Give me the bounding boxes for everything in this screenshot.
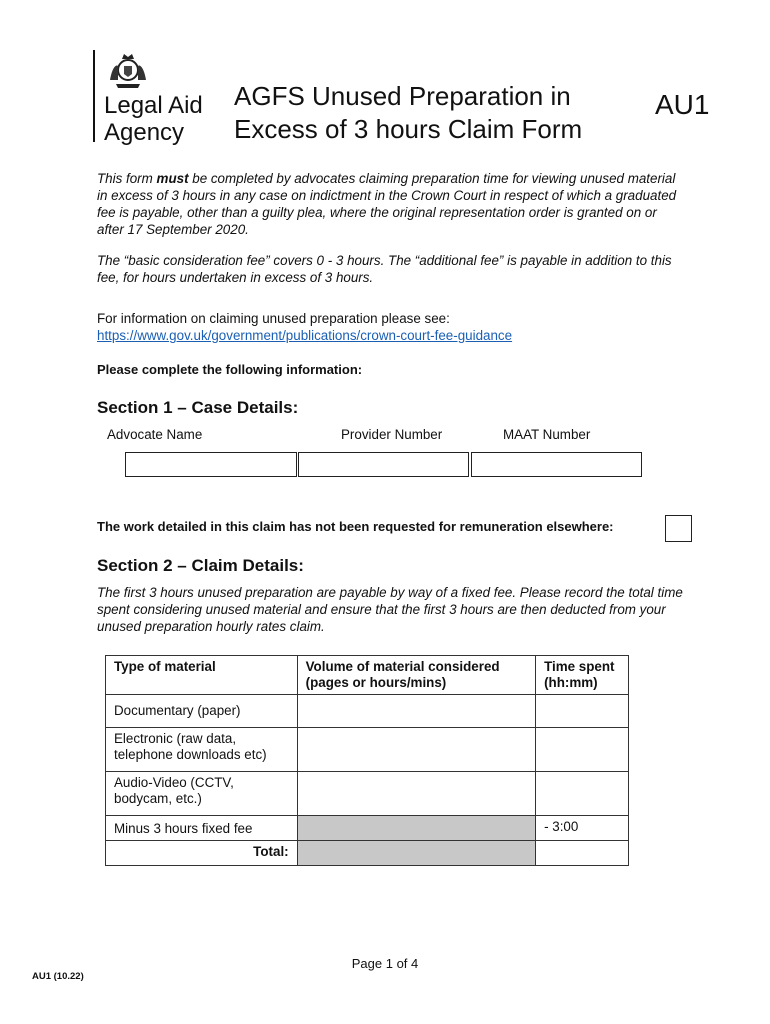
header-time-line-1: Time spent: [544, 659, 615, 674]
total-volume-disabled: [297, 841, 535, 866]
electronic-volume-field[interactable]: [297, 728, 535, 772]
page-number: Page 1 of 4: [351, 956, 419, 971]
form-version-code: AU1 (10.22): [32, 971, 84, 982]
form-title: [234, 80, 582, 146]
electronic-time-field[interactable]: [536, 728, 629, 772]
royal-crest-icon: [104, 50, 152, 92]
info-text: For information on claiming unused preparation please see:: [97, 311, 450, 326]
table-row: [106, 695, 629, 728]
intro-text-start: This form: [97, 171, 157, 186]
audio-video-label-line-2: bodycam, etc.): [114, 791, 202, 806]
header-type: Type of material: [106, 656, 298, 695]
section-1-heading: Section 1 – Case Details:: [97, 398, 299, 417]
fixed-fee-label: Minus 3 hours fixed fee: [106, 816, 298, 841]
intro-paragraph: [97, 170, 687, 238]
electronic-label-line-1: Electronic (raw data,: [114, 731, 237, 746]
intro-emphasis: must: [156, 171, 189, 186]
logo-line-1: Legal Aid: [104, 92, 203, 119]
fixed-fee-time: - 3:00: [536, 816, 629, 841]
guidance-link[interactable]: https://www.gov.uk/government/publications/crown-court-fee-guidance: [97, 328, 513, 343]
documentary-label: Documentary (paper): [106, 695, 298, 728]
advocate-name-label: Advocate Name: [107, 427, 203, 442]
title-line-2: Excess of 3 hours Claim Form: [234, 114, 583, 144]
section-2-description: The first 3 hours unused preparation are payable by way of a fixed fee. Please record the total time spent considering unused material and ensure that the first 3 hours are then deducted from your unused preparation hourly rates claim.: [97, 585, 683, 634]
table-header-row: [106, 656, 629, 695]
table-row: [106, 816, 629, 841]
audio-video-label: [106, 772, 298, 816]
logo-divider: [93, 50, 95, 142]
audio-video-time-field[interactable]: [536, 772, 629, 816]
info-block: [97, 310, 512, 344]
documentary-volume-field[interactable]: [297, 695, 535, 728]
intro-text-end: be completed by advocates claiming preparation time for viewing unused material in excess of 3 hours in any case on indictment in the Crown Court in respect of which a graduated fee is payable, other than a guilty plea, where the original representation order is granted on or after 17 September 2020.: [97, 171, 677, 237]
electronic-label: [106, 728, 298, 772]
table-row: [106, 772, 629, 816]
electronic-label-line-2: telephone downloads etc): [114, 747, 267, 762]
instruction-text: Please complete the following information:: [97, 362, 363, 377]
section-2-heading: Section 2 – Claim Details:: [97, 556, 304, 575]
fee-paragraph: The “basic consideration fee” covers 0 - 3 hours. The “additional fee” is payable in addition to this fee, for hours undertaken in excess of 3 hours.: [97, 253, 672, 285]
audio-video-label-line-1: Audio-Video (CCTV,: [114, 775, 234, 790]
maat-number-label: MAAT Number: [503, 427, 591, 442]
provider-number-field[interactable]: [298, 452, 469, 477]
total-time-field[interactable]: [536, 841, 629, 866]
header-volume: [297, 656, 535, 695]
header-volume-line-2: (pages or hours/mins): [305, 675, 447, 690]
logo-line-2: Agency: [104, 119, 185, 146]
declaration-text: The work detailed in this claim has not been requested for remuneration elsewhere:: [97, 519, 614, 534]
agency-logo: [104, 92, 203, 146]
fixed-fee-volume-disabled: [297, 816, 535, 841]
provider-number-label: Provider Number: [341, 427, 443, 442]
table-row: [106, 728, 629, 772]
documentary-time-field[interactable]: [536, 695, 629, 728]
header-time: [536, 656, 629, 695]
header-volume-line-1: Volume of material considered: [305, 659, 500, 674]
form-code: AU1: [655, 89, 710, 120]
advocate-name-field[interactable]: [125, 452, 297, 477]
maat-number-field[interactable]: [471, 452, 642, 477]
audio-video-volume-field[interactable]: [297, 772, 535, 816]
declaration-checkbox[interactable]: [665, 515, 692, 542]
title-line-1: AGFS Unused Preparation in: [234, 81, 571, 111]
header-time-line-2: (hh:mm): [544, 675, 598, 690]
total-label: Total:: [106, 841, 298, 866]
total-row: [106, 841, 629, 866]
claim-details-table: [105, 655, 629, 866]
